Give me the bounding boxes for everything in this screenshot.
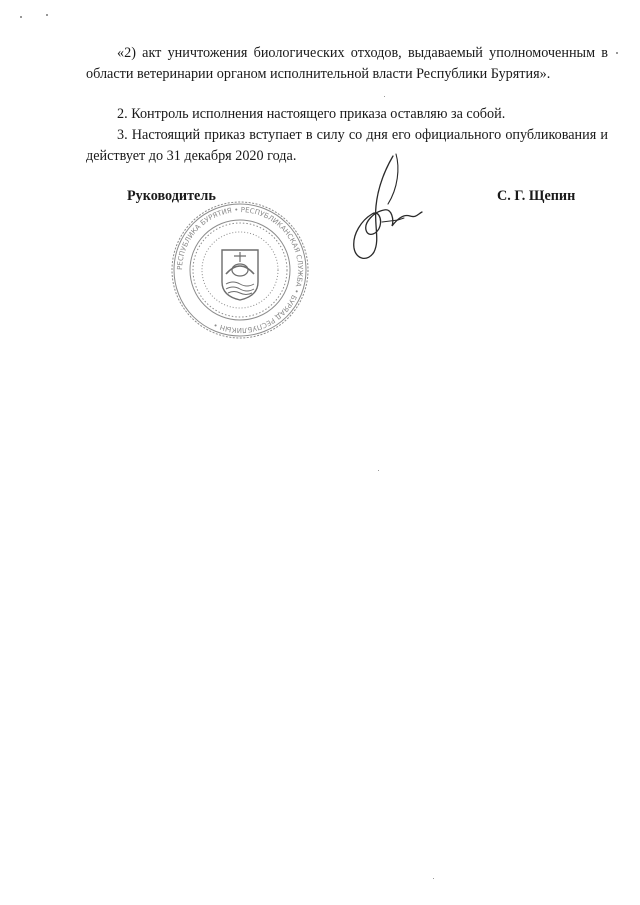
paragraph-amendment-text: «2) акт уничтожения биологических отходов, выдаваемый уполномоченным в области ветеринарии органом исполнительной власти Республики Бурятия». — [86, 45, 608, 82]
scan-speck — [616, 52, 618, 54]
official-seal — [170, 200, 310, 340]
paragraph-effective-date: 3. Настоящий приказ вступает в силу со дня его официального опубликования и действует до 31 декабря 2020 года. — [86, 127, 608, 164]
scan-speck — [378, 470, 379, 471]
scan-speck — [433, 878, 434, 879]
scan-speck — [20, 16, 22, 18]
seal-ring-text: РЕСПУБЛИКА БУРЯТИЯ • РЕСПУБЛИКАНСКАЯ СЛУЖБА • БУРЯАД РЕСПУБЛИКЫН • — [175, 205, 305, 335]
seal-emblem-icon — [222, 250, 258, 300]
paragraph-control-clause: 2. Контроль исполнения настоящего приказа оставляю за собой. — [117, 106, 506, 122]
scan-speck — [384, 96, 385, 97]
handwritten-signature — [338, 148, 428, 268]
signer-name: С. Г. Щепин — [497, 188, 576, 204]
signer-position: Руководитель — [127, 188, 216, 204]
scan-speck — [46, 14, 48, 16]
